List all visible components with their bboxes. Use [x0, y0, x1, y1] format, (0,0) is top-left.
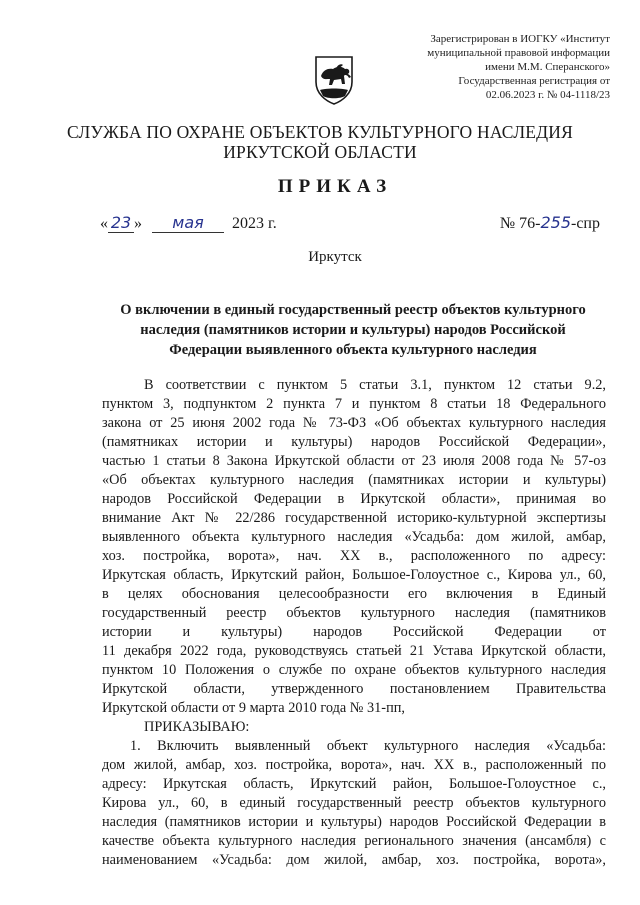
body-line: закона от 25 июня 2002 года № 73-ФЗ «Об объектах культурного наследия: [102, 415, 606, 431]
item-line: наименованием «Усадьба: дом жилой, амбар, хоз. постройка, ворота»,: [102, 852, 606, 868]
order-date: [100, 213, 277, 233]
date-day: 23: [108, 213, 134, 233]
item-line: дом жилой, амбар, хоз. постройка, ворота», нач. XX в., расположенный по: [102, 757, 606, 773]
item-line: 1. Включить выявленный объект культурного наследия «Усадьба:: [130, 738, 606, 754]
body-line: выявленного объекта культурного наследия «Усадьба: дом жилой, амбар,: [102, 529, 606, 545]
date-close-quote: »: [134, 215, 142, 232]
order-word: ПРИКАЗЫВАЮ:: [144, 719, 250, 735]
order-number-suffix: -спр: [571, 215, 600, 232]
title-line: наследия (памятников истории и культуры) народов Российской: [140, 322, 566, 338]
registration-line: Государственная регистрация от: [458, 75, 610, 87]
registration-note: [380, 32, 610, 102]
date-month: мая: [152, 213, 224, 233]
date-year: 2023 г.: [232, 215, 277, 232]
body-line: Иркутской области, утвержденного постановлением Правительства: [102, 681, 606, 697]
body-line: (памятниках истории и культуры) народов Российской Федерации»,: [102, 434, 606, 450]
registration-line: Зарегистрирован в ИОГКУ «Институт: [430, 33, 610, 45]
title-line: О включении в единый государственный реестр объектов культурного: [120, 302, 586, 318]
item-line: качестве объекта культурного наследия регионального значения (ансамбля) с: [102, 833, 606, 849]
authority-line: ИРКУТСКОЙ ОБЛАСТИ: [223, 142, 417, 162]
body-line: «Об объектах культурного наследия (памятниках истории и культуры): [102, 472, 606, 488]
body-line: Иркутской области от 9 марта 2010 года № 31-пп,: [102, 700, 405, 716]
item-line: наследия (памятников истории и культуры) народов Российской Федерации в: [102, 814, 606, 830]
item-line: Кирова ул., 60, в единый государственный реестр объектов культурного: [102, 795, 606, 811]
body-line: 11 декабря 2022 года, руководствуясь статьей 21 Устава Иркутской области,: [102, 643, 606, 659]
registration-line: имени М.М. Сперанского»: [485, 61, 610, 73]
registration-line: муниципальной правовой информации: [427, 47, 610, 59]
order-number-prefix: № 76-: [499, 215, 541, 232]
body-line: Иркутская область, Иркутский район, Большое-Голоустное с., Кирова ул., 60,: [102, 567, 606, 583]
body-line: пунктом 10 Положения о службе по охране объектов культурного наследия: [102, 662, 606, 678]
body-line: внимание Акт № 22/286 государственной историко-культурной экспертизы: [102, 510, 606, 526]
order-number-handwritten: 255: [540, 213, 571, 232]
title-line: Федерации выявленного объекта культурного наследия: [169, 342, 537, 358]
body-line: истории и культуры) народов Российской Федерации от: [102, 624, 606, 640]
body-line: пунктом 3, подпунктом 2 пункта 7 и пунктом 8 статьи 18 Федерального: [102, 396, 606, 412]
body-line: частью 1 статьи 8 Закона Иркутской области от 23 июля 2008 года № 57-оз: [102, 453, 606, 469]
date-number-row: [100, 213, 600, 237]
registration-line: 02.06.2023 г. № 04-1118/23: [485, 89, 610, 101]
body-line: в целях обоснования целесообразности его включения в Единый: [102, 586, 606, 602]
date-open-quote: «: [100, 215, 108, 232]
authority-name: [0, 122, 640, 162]
order-number: [500, 213, 600, 233]
body-line: государственный реестр объектов культурного наследия (памятников: [102, 605, 606, 621]
document-title: [100, 300, 606, 360]
authority-line: СЛУЖБА ПО ОХРАНЕ ОБЪЕКТОВ КУЛЬТУРНОГО НАСЛЕДИЯ: [66, 122, 574, 142]
document-body: [102, 376, 606, 870]
body-line: хоз. постройка, ворота», нач. XX в., расположенного по адресу:: [102, 548, 606, 564]
item-line: адресу: Иркутская область, Иркутский район, Большое-Голоустное с.,: [102, 776, 606, 792]
order-title: ПРИКАЗ: [277, 176, 393, 197]
irkutsk-coat-of-arms-icon: [312, 54, 356, 106]
body-line: народов Российской Федерации в Иркутской области», принимая во: [102, 491, 606, 507]
city: Иркутск: [308, 249, 362, 265]
body-line: В соответствии с пунктом 5 статьи 3.1, пунктом 12 статьи 9.2,: [144, 377, 606, 393]
